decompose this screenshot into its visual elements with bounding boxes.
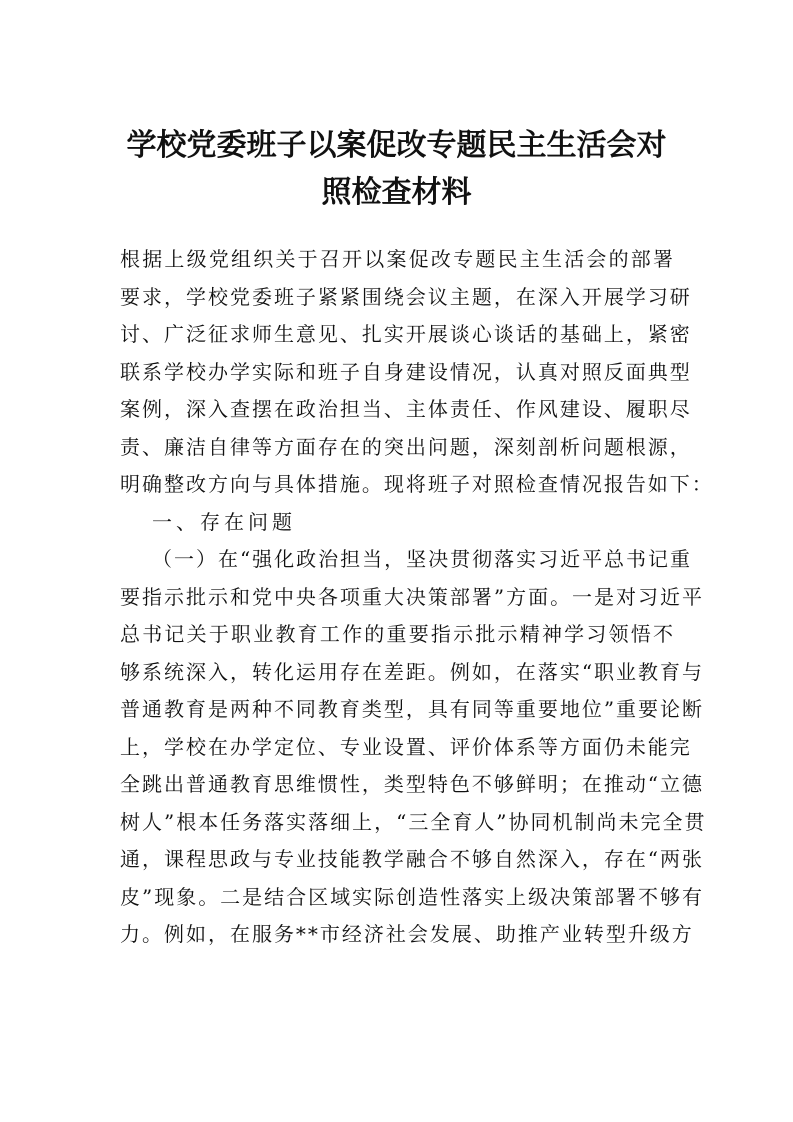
paragraph-line: 够 系 统 深 入 ， 转 化 运 用 存 在 差 距 。 例 如 ， 在 落 实 “ 职 业 教 育 与 — [120, 659, 703, 684]
paragraph-line: 要 指 示 批 示 和 党 中 央 各 项 重 大 决 策 部 署 ” 方 面 。 一 是 对 习 近 平 — [120, 584, 703, 609]
paragraph-line: 皮 ” 现 象 。 二 是 结 合 区 域 实 际 创 造 性 落 实 上 级 决 策 部 署 不 够 有 — [120, 884, 703, 909]
document-title-line-2: 照检查材料 — [321, 175, 472, 210]
paragraph-line: 联 系 学 校 办 学 实 际 和 班 子 自 身 建 设 情 况 ， 认 真 对 照 反 面 典 型 — [120, 359, 690, 384]
paragraph-line: 力 。 例 如 ， 在 服 务 * * 市 经 济 社 会 发 展 、 助 推 产 业 转 型 升 级 方 — [120, 922, 692, 946]
document-title-line-1: 学校党委班子以案促改专题民主生活会对 — [126, 128, 667, 163]
paragraph-line: 全 跳 出 普 通 教 育 思 维 惯 性 ， 类 型 特 色 不 够 鲜 明 ； 在 推 动 “ 立 德 — [120, 772, 703, 796]
section-heading: 一、存在问题 — [152, 509, 296, 534]
paragraph-line: 总 书 记 关 于 职 业 教 育 工 作 的 重 要 指 示 批 示 精 神 学 习 领 悟 不 — [120, 622, 673, 646]
paragraph-line: 根 据 上 级 党 组 织 关 于 召 开 以 案 促 改 专 题 民 主 生 活 会 的 部 署 — [120, 247, 673, 271]
paragraph-line: 要 求 ， 学 校 党 委 班 子 紧 紧 围 绕 会 议 主 题 ， 在 深 入 开 展 学 习 研 — [120, 284, 690, 309]
paragraph-line: 通 ， 课 程 思 政 与 专 业 技 能 教 学 融 合 不 够 自 然 深 入 ， 存 在 “ 两 张 — [120, 847, 703, 871]
document-body — [120, 241, 712, 954]
paragraph-line: 上 ， 学 校 在 办 学 定 位 、 专 业 设 置 、 评 价 体 系 等 方 面 仍 未 能 完 — [120, 734, 690, 759]
paragraph-line: 普 通 教 育 是 两 种 不 同 教 育 类 型 ， 具 有 同 等 重 要 地 位 ” 重 要 论 断 — [120, 697, 703, 721]
paragraph-line: （ 一 ） 在 “ 强 化 政 治 担 当 ， 坚 决 贯 彻 落 实 习 近 平 总 书 记 重 — [152, 547, 691, 571]
paragraph-line: 责 、 廉 洁 自 律 等 方 面 存 在 的 突 出 问 题 ， 深 刻 剖 析 问 题 根 源 ， — [120, 434, 690, 459]
paragraph-line: 明 确 整 改 方 向 与 具 体 措 施 。 现 将 班 子 对 照 检 查 情 况 报 告 如 下 ： — [120, 472, 712, 496]
paragraph-line: 树 人 ” 根 本 任 务 落 实 落 细 上 ， “ 三 全 育 人 ” 协 同 机 制 尚 未 完 全 贯 — [120, 809, 705, 834]
paragraph-line: 讨 、 广 泛 征 求 师 生 意 见 、 扎 实 开 展 谈 心 谈 话 的 基 础 上 ， 紧 密 — [120, 322, 690, 346]
paragraph-line: 案 例 ， 深 入 查 摆 在 政 治 担 当 、 主 体 责 任 、 作 风 建 设 、 履 职 尽 — [120, 397, 690, 421]
